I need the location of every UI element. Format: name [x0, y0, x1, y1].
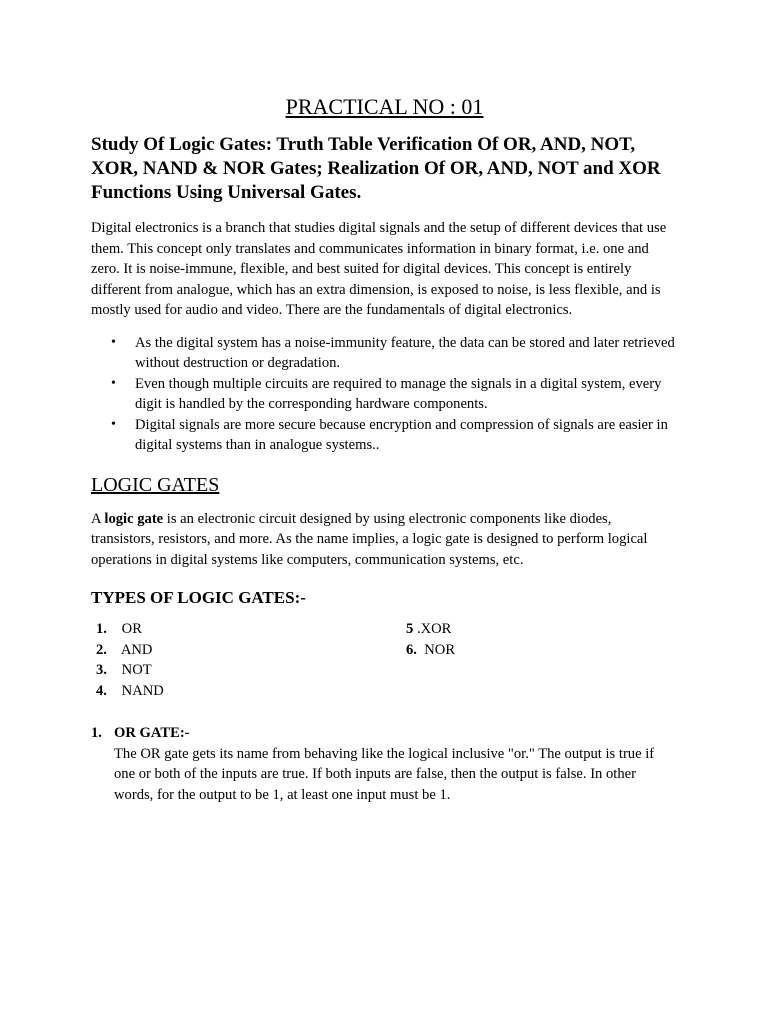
- type-label: AND: [120, 641, 153, 658]
- section-number: 1.: [91, 725, 102, 741]
- type-number: 5: [406, 621, 414, 637]
- type-number: 4.: [96, 682, 107, 699]
- list-item-text: Even though multiple circuits are required to manage the signals in a digital system, every digit is handled by the corresponding hardware components.: [135, 375, 662, 412]
- list-item: [111, 374, 678, 415]
- type-number: 3.: [96, 662, 107, 678]
- list-item: [111, 333, 678, 374]
- type-number: 6.: [406, 641, 417, 658]
- intro-paragraph: Digital electronics is a branch that studies digital signals and the setup of different devices that use them. This concept only translates and communicates information in binary format, i.e. one and zero. It is noise-immune, flexible, and best suited for digital devices. This concept is entirely different from analogue, which has an extra dimension, is exposed to noise, is less flexible, and is mostly used for audio and video. There are the fundamentals of digital electronics.: [91, 220, 667, 318]
- page-title: PRACTICAL NO : 01: [285, 94, 484, 119]
- list-item: [406, 619, 451, 640]
- bullet-icon: •: [111, 375, 116, 391]
- type-label: NOR: [416, 641, 456, 658]
- list-item: [96, 660, 152, 681]
- list-item-text: As the digital system has a noise-immunity feature, the data can be stored and later retrieved without destruction or degradation.: [135, 334, 675, 371]
- logic-gate-prefix: A: [91, 510, 105, 527]
- type-label: NAND: [121, 682, 164, 699]
- type-label: OR: [121, 621, 142, 637]
- list-item: [406, 640, 455, 661]
- or-gate-description: The OR gate gets its name from behaving like the logical inclusive "or." The output is true if one or both of the inputs are true. If both inputs are false, then the output is false. In other words, for the output to be 1, at least one input must be 1.: [114, 745, 655, 803]
- type-number: 2.: [96, 641, 107, 658]
- list-item: [111, 415, 678, 456]
- list-item: [96, 681, 164, 702]
- logic-gates-heading: LOGIC GATES: [91, 473, 220, 496]
- fundamentals-list: [91, 333, 678, 456]
- types-heading: TYPES OF LOGIC GATES:-: [91, 588, 306, 607]
- logic-gate-definition: is an electronic circuit designed by using electronic components like diodes, transistors, resistors, and more. As the name implies, a logic gate is designed to perform logical operations in digital systems like computers, communication systems, etc.: [91, 510, 648, 568]
- logic-gate-term: logic gate: [104, 510, 164, 527]
- type-label: .XOR: [413, 621, 452, 637]
- logic-gate-paragraph: [91, 509, 678, 571]
- list-item-text: Digital signals are more secure because encryption and compression of signals are easier in digital systems than in analogue systems..: [135, 416, 668, 453]
- list-item: [96, 619, 142, 640]
- or-gate-title: OR GATE:-: [114, 725, 190, 741]
- bullet-icon: •: [111, 416, 116, 432]
- list-item: [96, 640, 152, 661]
- practical-subject: Study Of Logic Gates: Truth Table Verification Of OR, AND, NOT, XOR, NAND & NOR Gates; Realization Of OR, AND, NOT and XOR Functions Using Universal Gates.: [91, 134, 661, 203]
- type-number: 1.: [96, 621, 107, 637]
- type-label: NOT: [121, 662, 152, 678]
- or-gate-section: [91, 723, 678, 805]
- bullet-icon: •: [111, 334, 116, 350]
- types-list: [91, 619, 678, 701]
